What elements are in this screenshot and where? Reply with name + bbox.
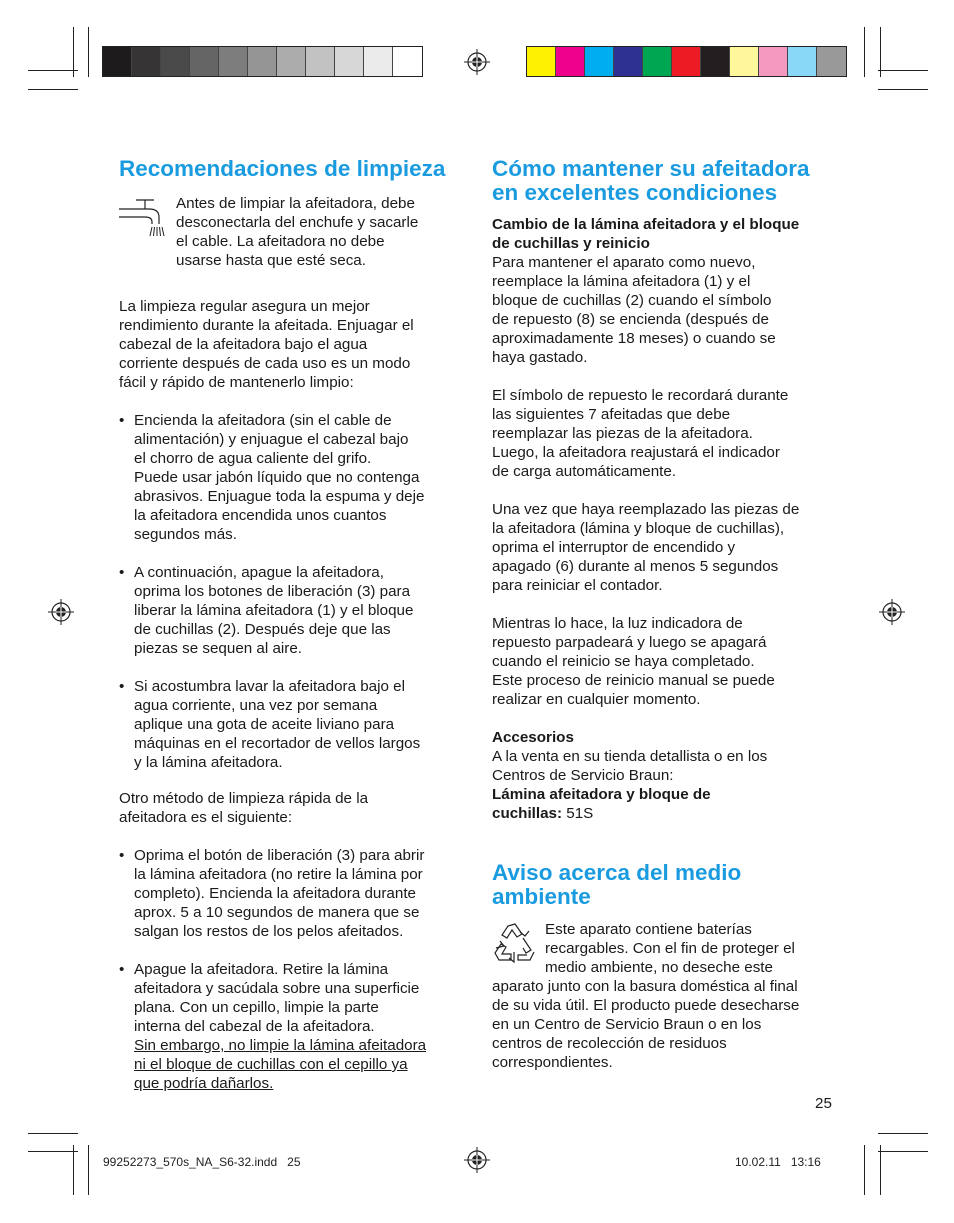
registration-mark-icon bbox=[879, 599, 905, 625]
crop-mark bbox=[88, 1145, 89, 1195]
crop-mark bbox=[878, 1151, 928, 1152]
list-item: • Encienda la afeitadora (sin el cable de alimentación) y enjuague el cabezal bajo el chorro de agua caliente del grifo. Puede usar jabón líquido que no contenga abrasivos. Enjuague toda la espuma y deje la afeitadora encendida unos cuantos segundos más. bbox=[119, 411, 467, 544]
color-swatch bbox=[527, 47, 556, 76]
section-title-environment: Aviso acerca del medio ambiente bbox=[492, 860, 742, 909]
color-swatch bbox=[730, 47, 759, 76]
accessory-code: 51S bbox=[562, 805, 594, 822]
crop-mark bbox=[28, 70, 78, 71]
environment-text: Este aparato contiene baterías recargables. Con el fin de proteger el medio ambiente, no deseche este bbox=[545, 921, 795, 976]
color-swatch bbox=[759, 47, 788, 76]
maintenance-paragraph: Para mantener el aparato como nuevo, reemplace la lámina afeitadora (1) y el bloque de cuchillas (2) cuando el símbolo de repuesto (8) se encienda (después de aproximadamente 18 meses) o cuando se haya gastado. bbox=[492, 254, 776, 366]
color-swatch bbox=[817, 47, 846, 76]
color-swatch bbox=[248, 47, 277, 76]
color-swatch bbox=[701, 47, 730, 76]
cmyk-color-bar bbox=[526, 46, 847, 77]
right-column bbox=[492, 157, 842, 1072]
grey-color-bar bbox=[102, 46, 423, 77]
color-swatch bbox=[585, 47, 614, 76]
crop-mark bbox=[88, 27, 89, 77]
color-swatch bbox=[132, 47, 161, 76]
crop-mark bbox=[864, 27, 865, 77]
list-item: • Si acostumbra lavar la afeitadora bajo el agua corriente, una vez por semana aplique una gota de aceite liviano para máquinas en el recortador de vellos largos y la lámina afeitadora. bbox=[119, 677, 467, 772]
registration-mark-icon bbox=[464, 1147, 490, 1173]
footer-filename: 99252273_570s_NA_S6-32.indd 25 bbox=[103, 1155, 301, 1169]
footer-date: 10.02.11 13:16 bbox=[735, 1155, 821, 1169]
crop-mark bbox=[864, 1145, 865, 1195]
crop-mark bbox=[878, 1133, 928, 1134]
color-swatch bbox=[103, 47, 132, 76]
maintenance-paragraph: Una vez que haya reemplazado las piezas de la afeitadora (lámina y bloque de cuchillas), oprima el interruptor de encendido y apagado (6) durante al menos 5 segundos para reiniciar el contador. bbox=[492, 501, 800, 594]
color-swatch bbox=[788, 47, 817, 76]
environment-block bbox=[492, 920, 842, 1072]
maintenance-paragraph: El símbolo de repuesto le recordará durante las siguientes 7 afeitadas que debe reemplazar las piezas de la afeitadora. Luego, la afeitadora reajustará el indicador de carga automáticamente. bbox=[492, 387, 789, 480]
page-number: 25 bbox=[815, 1095, 832, 1112]
crop-mark bbox=[73, 1145, 74, 1195]
section-title-cleaning: Recomendaciones de limpieza bbox=[119, 156, 446, 181]
list-item: • Oprima el botón de liberación (3) para abrir la lámina afeitadora (no retire la lámina por completo). Encienda la afeitadora durante aprox. 5 a 10 segundos de manera que se salgan los restos de los pelos afeitados. bbox=[119, 846, 467, 941]
list-item: • A continuación, apague la afeitadora, oprima los botones de liberación (3) para liberar la lámina afeitadora (1) y el bloque de cuchillas (2). Después deje que las piezas se sequen al aire. bbox=[119, 563, 467, 658]
color-swatch bbox=[672, 47, 701, 76]
color-swatch bbox=[277, 47, 306, 76]
crop-mark bbox=[878, 70, 928, 71]
color-swatch bbox=[614, 47, 643, 76]
replacement-subtitle: Cambio de la lámina afeitadora y el bloque de cuchillas y reinicio bbox=[492, 216, 800, 252]
crop-mark bbox=[28, 1133, 78, 1134]
color-swatch bbox=[643, 47, 672, 76]
color-swatch bbox=[364, 47, 393, 76]
left-column bbox=[119, 157, 467, 1093]
caution-text: Sin embargo, no limpie la lámina afeitadora ni el bloque de cuchillas con el cepillo ya que podría dañarlos. bbox=[134, 1037, 427, 1092]
recycle-icon bbox=[492, 922, 538, 964]
warning-text: Antes de limpiar la afeitadora, debe desconectarla del enchufe y sacarle el cable. La afeitadora no debe usarse hasta que esté seca. bbox=[176, 195, 419, 269]
crop-mark bbox=[28, 1151, 78, 1152]
registration-mark-icon bbox=[48, 599, 74, 625]
color-swatch bbox=[393, 47, 422, 76]
accessories-title: Accesorios bbox=[492, 729, 574, 746]
color-swatch bbox=[161, 47, 190, 76]
color-swatch bbox=[190, 47, 219, 76]
crop-mark bbox=[880, 1145, 881, 1195]
crop-mark bbox=[28, 89, 78, 90]
intro-paragraph: La limpieza regular asegura un mejor rendimiento durante la afeitada. Enjuagar el cabezal de la afeitadora bajo el agua corriente después de cada uso es un modo fácil y rápido de mantenerlo limpio: bbox=[119, 298, 414, 391]
color-swatch bbox=[306, 47, 335, 76]
quick-cleaning-list bbox=[119, 846, 467, 1093]
faucet-icon bbox=[119, 198, 167, 242]
cleaning-steps-list bbox=[119, 411, 467, 772]
maintenance-paragraph: Mientras lo hace, la luz indicadora de repuesto parpadeará y luego se apagará cuando el reinicio se haya completado. Este proceso de reinicio manual se puede realizar en cualquier momento. bbox=[492, 615, 775, 708]
warning-block bbox=[119, 194, 467, 270]
section-title-maintenance: Cómo mantener su afeitadora en excelentes condiciones bbox=[492, 156, 810, 205]
color-swatch bbox=[335, 47, 364, 76]
color-swatch bbox=[219, 47, 248, 76]
accessories-block: Accesorios A la venta en su tienda detallista o en los Centros de Servicio Braun: Lámina afeitadora y bloque de cuchillas: 51S bbox=[492, 728, 842, 823]
environment-text: aparato junto con la basura doméstica al final de su vida útil. El producto puede desecharse en un Centro de Servicio Braun o en los centros de recolección de residuos correspondientes. bbox=[492, 978, 800, 1071]
crop-mark bbox=[878, 89, 928, 90]
list-item: • Apague la afeitadora. Retire la lámina afeitadora y sacúdala sobre una superficie plana. Con un cepillo, limpie la parte interna del cabezal de la afeitadora. Sin embargo, no limpie la lámina afeitadora ni el bloque de cuchillas con el cepillo ya que podría dañarlos. bbox=[119, 960, 467, 1093]
other-method-paragraph: Otro método de limpieza rápida de la afeitadora es el siguiente: bbox=[119, 790, 369, 826]
color-swatch bbox=[556, 47, 585, 76]
registration-mark-icon bbox=[464, 49, 490, 75]
